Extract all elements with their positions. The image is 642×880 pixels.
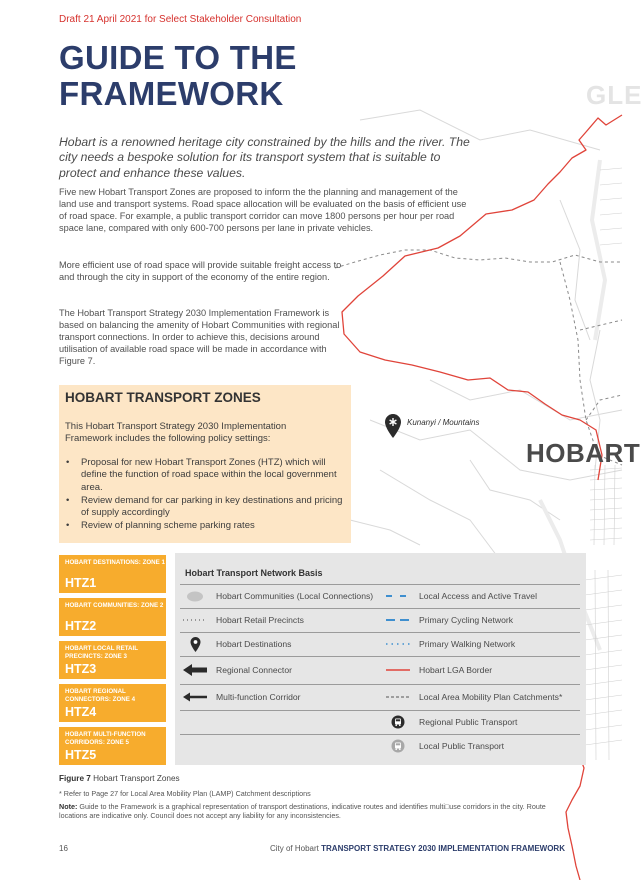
page-number: 16 — [59, 844, 68, 853]
body-paragraph-2: More efficient use of road space will provide suitable freight access to and through the city in support of the economy of the entire region. — [59, 260, 342, 283]
legend-walking-label: Primary Walking Network — [419, 639, 516, 649]
blue-dotted-icon — [383, 637, 413, 651]
legend-walking — [383, 637, 515, 651]
htz5-subtitle: HOBART MULTI-FUNCTION CORRIDORS: ZONE 5 — [65, 731, 146, 746]
legend-retail — [180, 613, 304, 627]
footer-org: City of Hobart — [269, 844, 322, 853]
legend-multi-function-label: Multi-function Corridor — [216, 692, 301, 702]
htz3-code: HTZ3 — [65, 662, 97, 676]
htz4-code: HTZ4 — [65, 705, 97, 719]
note-text: Guide to the Framework is a graphical representation of transport destinations, indicative routes and identifies multi□use corridors in the city. Route locations are indicative only. Council does not accept any liability for any inconsistencies. — [59, 802, 546, 820]
legend-regional-connector — [180, 663, 292, 677]
legend-cycling — [383, 613, 513, 627]
draft-notice: Draft 21 April 2021 for Select Stakeholder Consultation — [59, 14, 302, 25]
legend-lamp-label: Local Area Mobility Plan Catchments* — [419, 692, 563, 702]
legend-local-pt-label: Local Public Transport — [419, 741, 505, 751]
dotted-line-icon — [180, 613, 210, 627]
map-pin-icon — [385, 414, 401, 438]
legend-local-pt — [383, 739, 504, 753]
page-title-line-1: GUIDE TO THE — [59, 39, 297, 76]
policy-item: • Proposal for new Hobart Transport Zones (HTZ) which will define the function of road space within the local government area. — [65, 457, 345, 494]
body-paragraph-1: Five new Hobart Transport Zones are proposed to inform the the planning and management of the land use and transport systems. Road space allocation will be evaluated on the basis of efficient use of road space. For example, a public transport corridor can move 1800 persons per hour per road space lane, compared with only 600-700 persons per lane in private vehicles. — [59, 187, 467, 234]
legend-lga-border — [383, 663, 492, 677]
legend-communities-label: Hobart Communities (Local Connections) — [216, 591, 374, 601]
htz4-tile — [59, 684, 166, 722]
htz1-code: HTZ1 — [65, 576, 97, 590]
local-bus-icon — [383, 739, 413, 753]
legend-lamp — [383, 690, 562, 704]
htz4-subtitle: HOBART REGIONAL CONNECTORS: ZONE 4 — [65, 688, 136, 703]
htz2-code: HTZ2 — [65, 619, 97, 633]
map-label-hobart: HOBART — [526, 438, 641, 468]
page-title — [59, 40, 297, 112]
grey-dash-icon — [383, 690, 413, 704]
footer-title — [270, 844, 565, 853]
red-line-icon — [383, 663, 413, 677]
legend-regional-connector-label: Regional Connector — [216, 665, 292, 675]
figure-text: Hobart Transport Zones — [90, 774, 180, 783]
page-title-line-2: FRAMEWORK — [59, 75, 284, 112]
legend-cycling-label: Primary Cycling Network — [419, 615, 514, 625]
htz2-subtitle: HOBART COMMUNITIES: ZONE 2 — [65, 602, 164, 609]
lead-paragraph: Hobart is a renowned heritage city constrained by the hills and the river. The city needs a bespoke solution for its transport system that is suitable to protect and enhance these values. — [59, 135, 470, 180]
network-legend-title: Hobart Transport Network Basis — [185, 568, 323, 578]
legend-local-access-label: Local Access and Active Travel — [419, 591, 537, 601]
legend-divider — [180, 710, 580, 711]
figure-caption — [59, 774, 180, 783]
htz5-code: HTZ5 — [65, 748, 97, 762]
legend-regional-pt — [383, 715, 517, 729]
htz1-subtitle: HOBART DESTINATIONS: ZONE 1 — [65, 559, 165, 566]
legend-destinations-label: Hobart Destinations — [216, 639, 292, 649]
legend-communities — [180, 589, 373, 603]
transport-zones-box — [59, 385, 351, 543]
legend-divider — [180, 734, 580, 735]
network-legend — [175, 553, 586, 765]
htz2-tile — [59, 598, 166, 636]
blue-short-dash-icon — [383, 589, 413, 603]
legend-divider — [180, 656, 580, 657]
policy-item: • Review of planning scheme parking rates — [65, 520, 345, 532]
transport-zones-title: HOBART TRANSPORT ZONES — [65, 390, 261, 405]
body-paragraph-3: The Hobart Transport Strategy 2030 Implementation Framework is based on balancing the amenity of Hobart Communities with regional transport connections. In order to achieve this, decisions around utilisation of available road space will be made in accordance with Figure 7. — [59, 308, 340, 367]
legend-divider — [180, 584, 580, 585]
legend-destinations — [180, 637, 291, 651]
thick-arrow-icon — [180, 663, 210, 677]
disclaimer-note — [59, 802, 559, 820]
note-label: Note: — [59, 802, 78, 811]
legend-regional-pt-label: Regional Public Transport — [419, 717, 518, 727]
grey-blob-icon — [180, 589, 210, 603]
bus-icon — [383, 715, 413, 729]
policy-item: • Review demand for car parking in key destinations and pricing of supply accordingly — [65, 495, 345, 520]
legend-multi-function — [180, 690, 301, 704]
blue-dash-icon — [383, 613, 413, 627]
map-label-glenorchy: GLE — [586, 80, 642, 110]
footnote: * Refer to Page 27 for Local Area Mobility Plan (LAMP) Catchment descriptions — [59, 789, 311, 798]
htz3-tile — [59, 641, 166, 679]
footer-doc-title: TRANSPORT STRATEGY 2030 IMPLEMENTATION FRAMEWORK — [321, 844, 565, 853]
legend-divider — [180, 684, 580, 685]
transport-zones-intro: This Hobart Transport Strategy 2030 Implementation Framework includes the following policy settings: — [65, 421, 287, 445]
legend-lga-border-label: Hobart LGA Border — [419, 665, 493, 675]
htz1-tile — [59, 555, 166, 593]
legend-divider — [180, 632, 580, 633]
thin-arrow-icon — [180, 690, 210, 704]
legend-retail-label: Hobart Retail Precincts — [216, 615, 304, 625]
legend-local-access — [383, 589, 537, 603]
policy-list — [65, 457, 345, 534]
kunanyi-marker — [385, 414, 480, 438]
legend-divider — [180, 608, 580, 609]
htz5-tile — [59, 727, 166, 765]
map-pin-icon — [180, 637, 210, 651]
kunanyi-label: Kunanyi / Mountains — [407, 417, 480, 427]
figure-label: Figure 7 — [59, 774, 91, 783]
htz3-subtitle: HOBART LOCAL RETAIL PRECINCTS: ZONE 3 — [65, 645, 138, 660]
